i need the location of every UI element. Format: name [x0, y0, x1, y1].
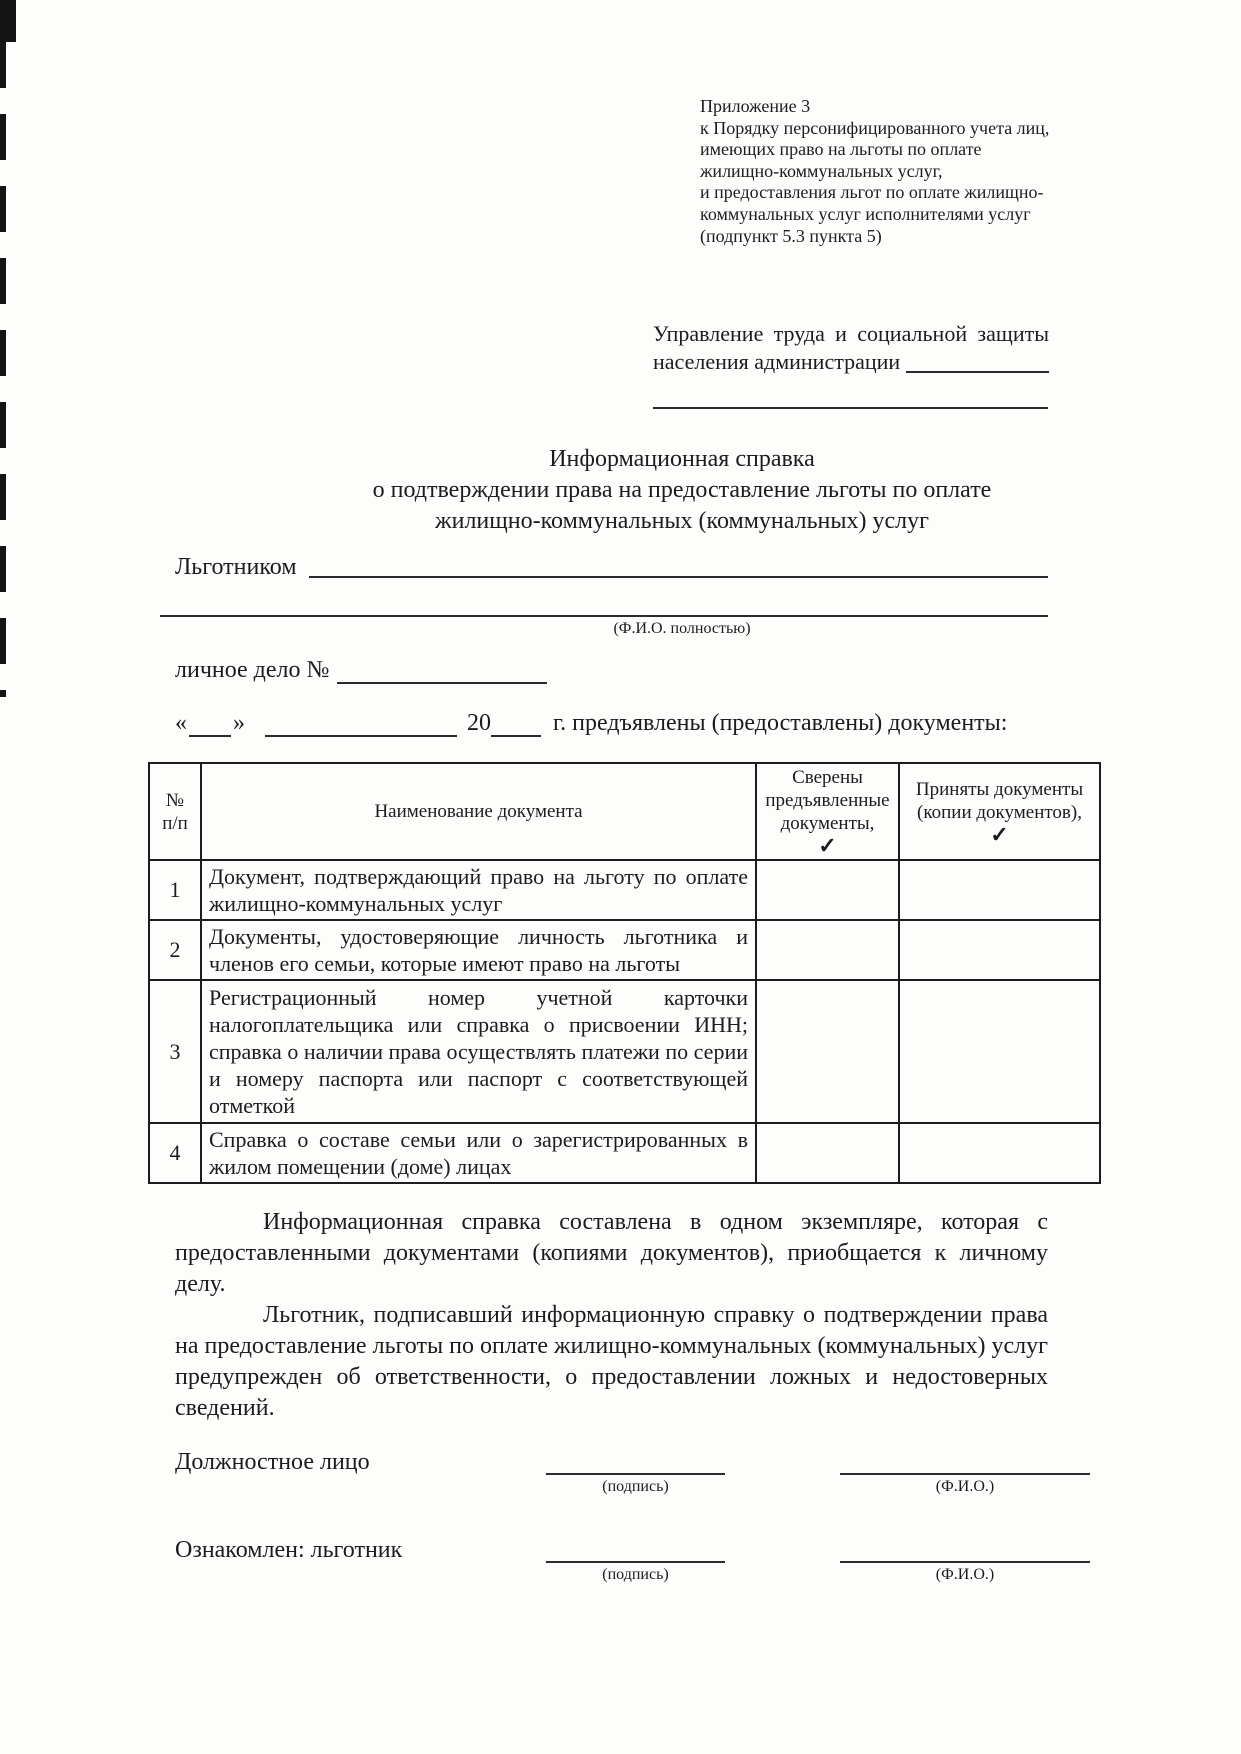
title-line2: о подтверждении права на предоставление льготы по оплате [372, 477, 992, 503]
body-paragraphs [175, 1207, 1048, 1424]
name-caption: (Ф.И.О.) [935, 1478, 995, 1495]
signature-caption: (подпись) [602, 1566, 669, 1583]
table-row [149, 860, 1100, 920]
document-title [175, 444, 1189, 537]
verified-cell [756, 920, 899, 980]
case-number-row [175, 657, 547, 684]
table-row [149, 980, 1100, 1123]
scan-artifact-corner [0, 0, 16, 42]
beneficiary-signature-row [175, 1537, 1095, 1601]
row-number-cell: 1 [149, 860, 201, 920]
checkmark-icon: ✓ [990, 821, 1009, 847]
year-blank-field [491, 710, 541, 737]
day-blank-field [189, 710, 231, 737]
table-header-accepted-text: Приняты документы (копии документов), [915, 778, 1084, 823]
table-header-name: Наименование документа [201, 763, 756, 860]
scan-artifact-left-edge [0, 42, 6, 697]
verified-cell [756, 860, 899, 920]
year-prefix: 20 [467, 710, 491, 737]
row-number-cell: 2 [149, 920, 201, 980]
administration-blank-field [906, 348, 1049, 373]
department-line1: Управление труда и социальной защиты [653, 321, 1049, 346]
fio-caption: (Ф.И.О. полностью) [613, 620, 751, 637]
accepted-cell [899, 860, 1100, 920]
table-row [149, 1123, 1100, 1183]
appendix-line: (подпункт 5.3 пункта 5) [700, 225, 882, 246]
beneficiary-name-blank-field [840, 1537, 1090, 1563]
appendix-line: коммунальных услуг исполнителями услуг [700, 203, 1031, 224]
document-name-cell: Справка о составе семьи или о зарегистрированных в жилом помещении (доме) лицах [201, 1123, 756, 1183]
table-header-row [149, 763, 1100, 860]
document-name-cell: Документ, подтверждающий право на льготу по оплате жилищно-коммунальных услуг [201, 860, 756, 920]
appendix-line: Приложение 3 [700, 96, 811, 116]
table-header-verified-text: Сверены предъявленные документы, [765, 767, 890, 834]
appendix-line: к Порядку персонифицированного учета лиц, [700, 117, 1050, 138]
appendix-reference-block [700, 96, 1080, 247]
appendix-line: и предоставления льгот по оплате жилищно- [700, 182, 1044, 203]
beneficiary-blank-field [309, 554, 1049, 578]
department-line2: населения администрации [653, 349, 901, 374]
beneficiary-label: Льготником [175, 554, 297, 580]
row-number-cell: 4 [149, 1123, 201, 1183]
title-line1: Информационная справка [549, 446, 815, 472]
name-caption: (Ф.И.О.) [935, 1566, 995, 1583]
quote-close: » [233, 710, 245, 737]
paragraph-liability: Льготник, подписавший информационную справку о подтверждении права на предоставление льготы по оплате жилищно-коммунальных (коммунальных) услуг предупрежден об ответственности, о предоставлении ложных и недостоверных сведений. [175, 1302, 1048, 1421]
table-row [149, 920, 1100, 980]
verified-cell [756, 980, 899, 1123]
department-name-block [653, 320, 1049, 376]
table-header-num: № п/п [149, 763, 201, 860]
beneficiary-signature-blank-field [546, 1537, 725, 1563]
title-line3: жилищно-коммунальных (коммунальных) услуг [435, 508, 929, 534]
quote-open: « [175, 710, 187, 737]
signature-caption: (подпись) [602, 1478, 669, 1495]
case-number-label: личное дело № [175, 657, 330, 684]
date-row [175, 710, 1007, 737]
table-header-verified [756, 763, 899, 860]
official-signature-blank-field [546, 1449, 725, 1475]
document-name-cell: Документы, удостоверяющие личность льготника и членов его семьи, которые имеют право на льготы [201, 920, 756, 980]
appendix-line: жилищно-коммунальных услуг, [700, 160, 943, 181]
checkmark-icon: ✓ [818, 833, 837, 858]
table-header-accepted [899, 763, 1100, 860]
date-suffix-text: г. предъявлены (предоставлены) документы: [553, 710, 1008, 737]
administration-blank-field-continued [653, 383, 1048, 409]
documents-table [148, 762, 1101, 1184]
acquainted-label: Ознакомлен: льготник [175, 1537, 403, 1563]
official-label: Должностное лицо [175, 1449, 370, 1475]
case-number-blank-field [337, 657, 547, 684]
paragraph-one-copy: Информационная справка составлена в одном экземпляре, которая с предоставленными документами (копиями документов), приобщается к личному делу. [175, 1209, 1048, 1297]
accepted-cell [899, 980, 1100, 1123]
official-name-blank-field [840, 1449, 1090, 1475]
beneficiary-row [175, 554, 1048, 581]
month-blank-field [265, 710, 457, 737]
appendix-line: имеющих право на льготы по оплате [700, 139, 982, 160]
row-number-cell: 3 [149, 980, 201, 1123]
official-signature-row [175, 1449, 1095, 1513]
accepted-cell [899, 920, 1100, 980]
document-name-cell: Регистрационный номер учетной карточки налогоплательщика или справка о присвоении ИНН; справка о наличии права осуществлять платежи по серии и номеру паспорта или паспорт с соответствующей отметкой [201, 980, 756, 1123]
fio-blank-field [160, 591, 1048, 617]
verified-cell [756, 1123, 899, 1183]
accepted-cell [899, 1123, 1100, 1183]
